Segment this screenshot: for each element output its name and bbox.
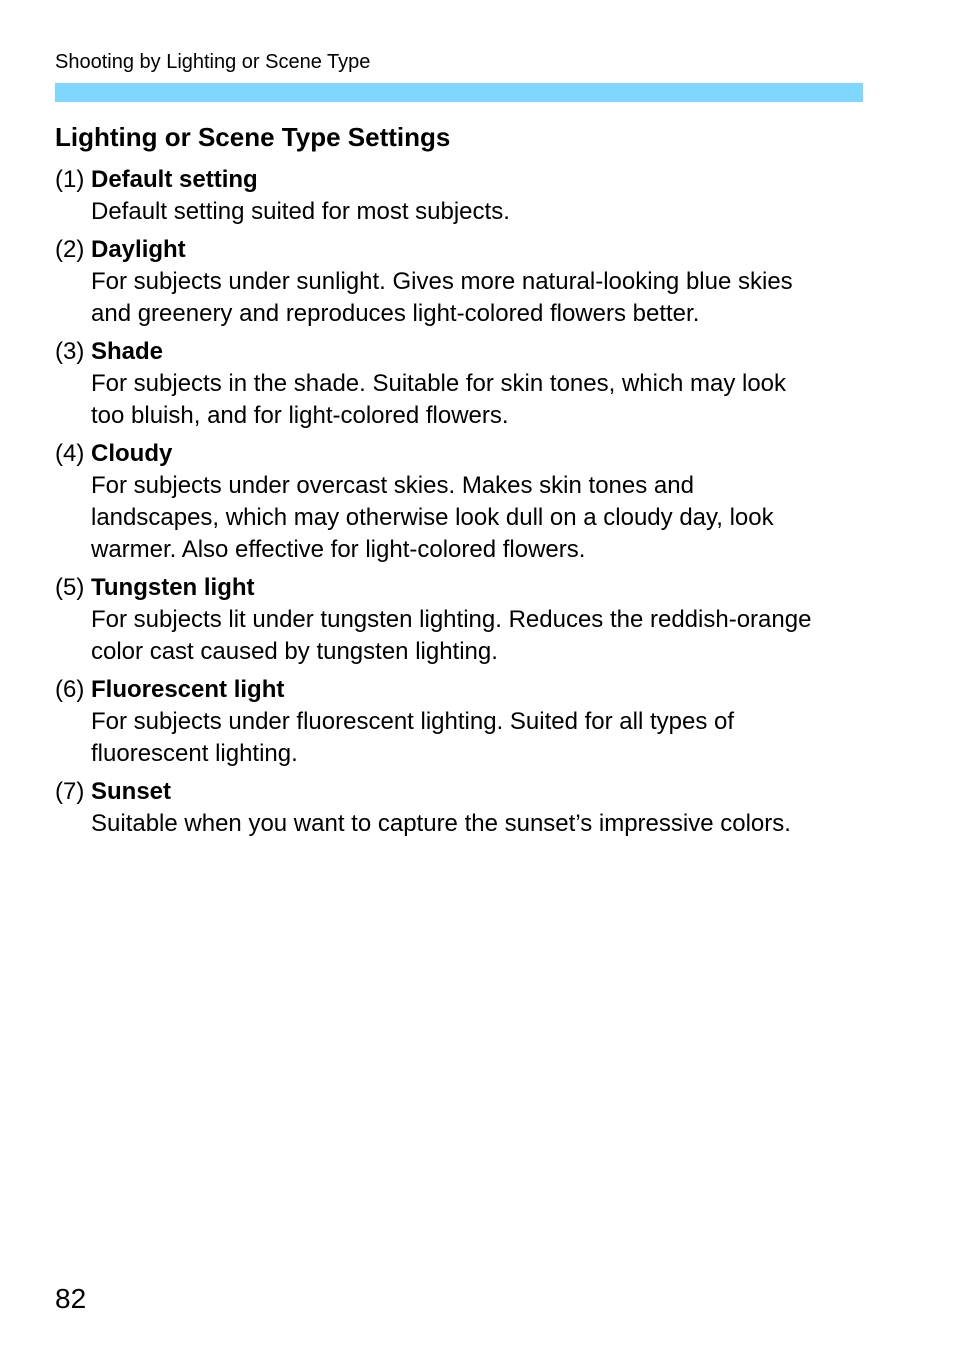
- setting-item: [55, 776, 863, 840]
- item-number: (4): [55, 440, 85, 467]
- item-description-line: For subjects under overcast skies. Makes skin tones and: [91, 472, 694, 499]
- setting-item: [55, 234, 863, 330]
- item-description-line: For subjects under fluorescent lighting. Suited for all types of: [91, 708, 735, 735]
- item-number: (1): [55, 166, 85, 193]
- item-number: (7): [55, 778, 85, 805]
- item-description-line: Suitable when you want to capture the sunset’s impressive colors.: [91, 810, 791, 837]
- item-number: (5): [55, 574, 85, 601]
- item-description-line: and greenery and reproduces light-colored flowers better.: [91, 300, 700, 327]
- item-description-line: color cast caused by tungsten lighting.: [91, 638, 498, 665]
- setting-item: [55, 572, 863, 668]
- running-header: Shooting by Lighting or Scene Type: [55, 51, 371, 73]
- item-description-line: For subjects under sunlight. Gives more natural-looking blue skies: [91, 268, 793, 295]
- item-title: Sunset: [91, 778, 172, 805]
- item-number: (3): [55, 338, 85, 365]
- item-title: Cloudy: [91, 440, 173, 467]
- header-accent-bar: [55, 83, 863, 102]
- page-number: 82: [55, 1283, 87, 1314]
- item-description-line: Default setting suited for most subjects.: [91, 198, 510, 225]
- item-description-line: landscapes, which may otherwise look dull on a cloudy day, look: [91, 504, 774, 531]
- item-description-line: For subjects in the shade. Suitable for skin tones, which may look: [91, 370, 787, 397]
- item-number: (6): [55, 676, 85, 703]
- settings-list: [55, 164, 863, 846]
- item-title: Default setting: [91, 166, 258, 193]
- section-title: Lighting or Scene Type Settings: [55, 122, 451, 152]
- item-description-line: too bluish, and for light-colored flowers.: [91, 402, 509, 429]
- setting-item: [55, 674, 863, 770]
- setting-item: [55, 336, 863, 432]
- item-number: (2): [55, 236, 85, 263]
- item-title: Shade: [91, 338, 164, 365]
- item-title: Tungsten light: [91, 574, 255, 601]
- item-title: Daylight: [91, 236, 186, 263]
- item-description-line: fluorescent lighting.: [91, 740, 298, 767]
- setting-item: [55, 164, 863, 228]
- item-title: Fluorescent light: [91, 676, 285, 703]
- item-description-line: warmer. Also effective for light-colored flowers.: [91, 536, 586, 563]
- item-description-line: For subjects lit under tungsten lighting. Reduces the reddish-orange: [91, 606, 812, 633]
- setting-item: [55, 438, 863, 566]
